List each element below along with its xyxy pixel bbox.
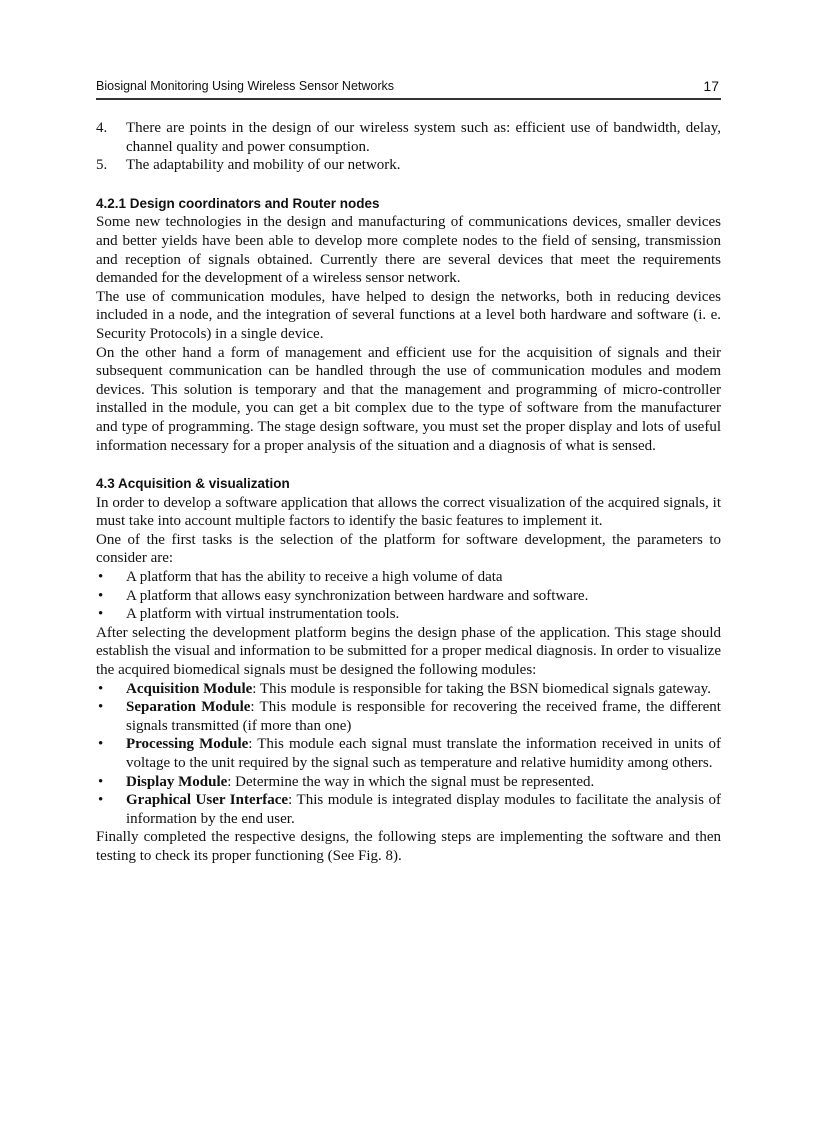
- bullet-text: [126, 698, 721, 735]
- bullet-text: A platform with virtual instrumentation tools.: [126, 606, 400, 623]
- paragraph: One of the first tasks is the selection of the platform for software development, the parameters to consider are:: [96, 531, 721, 567]
- item-number: 4.: [96, 120, 108, 136]
- paragraph: Some new technologies in the design and manufacturing of communications devices, smaller devices and better yields have been able to develop more complete nodes to the field of sensing, transmission and reception of signals obtained. Currently there are several devices that meet the requirements demanded for the development of a wireless sensor network.: [96, 214, 721, 287]
- bullet-text: A platform that has the ability to receive a high volume of data: [126, 569, 503, 586]
- bullet-item: [96, 587, 721, 606]
- list-item: [96, 119, 721, 156]
- bullet-icon: •: [98, 569, 104, 586]
- bullet-icon: •: [98, 792, 104, 809]
- item-text: The adaptability and mobility of our network.: [126, 157, 401, 174]
- section-heading: 4.2.1 Design coordinators and Router nodes: [96, 195, 380, 211]
- module-desc: : Determine the way in which the signal must be represented.: [227, 773, 595, 790]
- bullet-item: [96, 605, 721, 624]
- bullet-text: [126, 680, 721, 699]
- module-term: Separation Module: [126, 699, 251, 716]
- bullet-item: [96, 680, 721, 699]
- paragraph: On the other hand a form of management and efficient use for the acquisition of signals and their subsequent communication can be handled through the use of communication modules and modem devices. This solution is temporary and that the management and programming of micro-controller installed in the module, you can get a bit complex due to the type of software from the manufacturer and type of programming. The stage design software, you must set the proper display and lots of useful information necessary for a proper analysis of the situation and a diagnosis of what is sensed.: [96, 344, 721, 454]
- paragraph: The use of communication modules, have helped to design the networks, both in reducing devices included in a node, and the integration of several functions at a level both hardware and software (i. e. Security Protocols) in a single device.: [96, 288, 721, 342]
- module-desc: : This module is responsible for recovering the received frame, the different signals transmitted (if more than one): [126, 699, 721, 734]
- page-number: 17: [703, 78, 719, 95]
- bullet-text: [126, 773, 721, 792]
- bullet-icon: •: [98, 680, 104, 697]
- bullet-item: [96, 773, 721, 792]
- module-desc: : This module each signal must translate the information received in units of voltage to the unit required by the signal such as temperature and relative humidity among others.: [126, 736, 721, 771]
- bullet-item: [96, 791, 721, 828]
- bullet-text: A platform that allows easy synchronization between hardware and software.: [126, 587, 589, 604]
- bullet-text: [126, 735, 721, 772]
- paragraph: Finally completed the respective designs, the following steps are implementing the software and then testing to check its proper functioning (See Fig. 8).: [96, 829, 721, 864]
- section-heading: 4.3 Acquisition & visualization: [96, 476, 290, 492]
- bullet-icon: •: [98, 736, 104, 753]
- list-item: [96, 156, 721, 175]
- module-term: Graphical User Interface: [126, 792, 289, 809]
- module-desc: : This module is responsible for taking the BSN biomedical signals gateway.: [252, 680, 711, 697]
- module-desc: : This module is integrated display modules to facilitate the analysis of information by the end user.: [126, 792, 722, 827]
- paragraph: In order to develop a software application that allows the correct visualization of the acquired signals, it must take into account multiple factors to identify the basic features to implement it.: [96, 494, 721, 530]
- document-page: [96, 78, 721, 866]
- bullet-icon: •: [98, 606, 104, 623]
- item-text: There are points in the design of our wireless system such as: efficient use of bandwidth, delay, channel quality and power consumption.: [126, 120, 721, 155]
- bullet-item: [96, 698, 721, 735]
- bullet-item: [96, 735, 721, 772]
- bullet-icon: •: [98, 587, 104, 604]
- running-header: [96, 78, 721, 100]
- bullet-icon: •: [98, 699, 104, 716]
- module-term: Display Module: [126, 773, 228, 790]
- running-title: Biosignal Monitoring Using Wireless Sensor Networks: [96, 79, 395, 94]
- bullet-item: [96, 568, 721, 587]
- paragraph: After selecting the development platform begins the design phase of the application. This stage should establish the visual and information to be submitted for a proper medical diagnosis. In order to visualize the acquired biomedical signals must be designed the following modules:: [96, 624, 721, 679]
- bullet-icon: •: [98, 773, 104, 790]
- bullet-text: [126, 791, 721, 828]
- item-number: 5.: [96, 157, 108, 174]
- module-term: Processing Module: [126, 736, 249, 753]
- module-term: Acquisition Module: [126, 680, 253, 697]
